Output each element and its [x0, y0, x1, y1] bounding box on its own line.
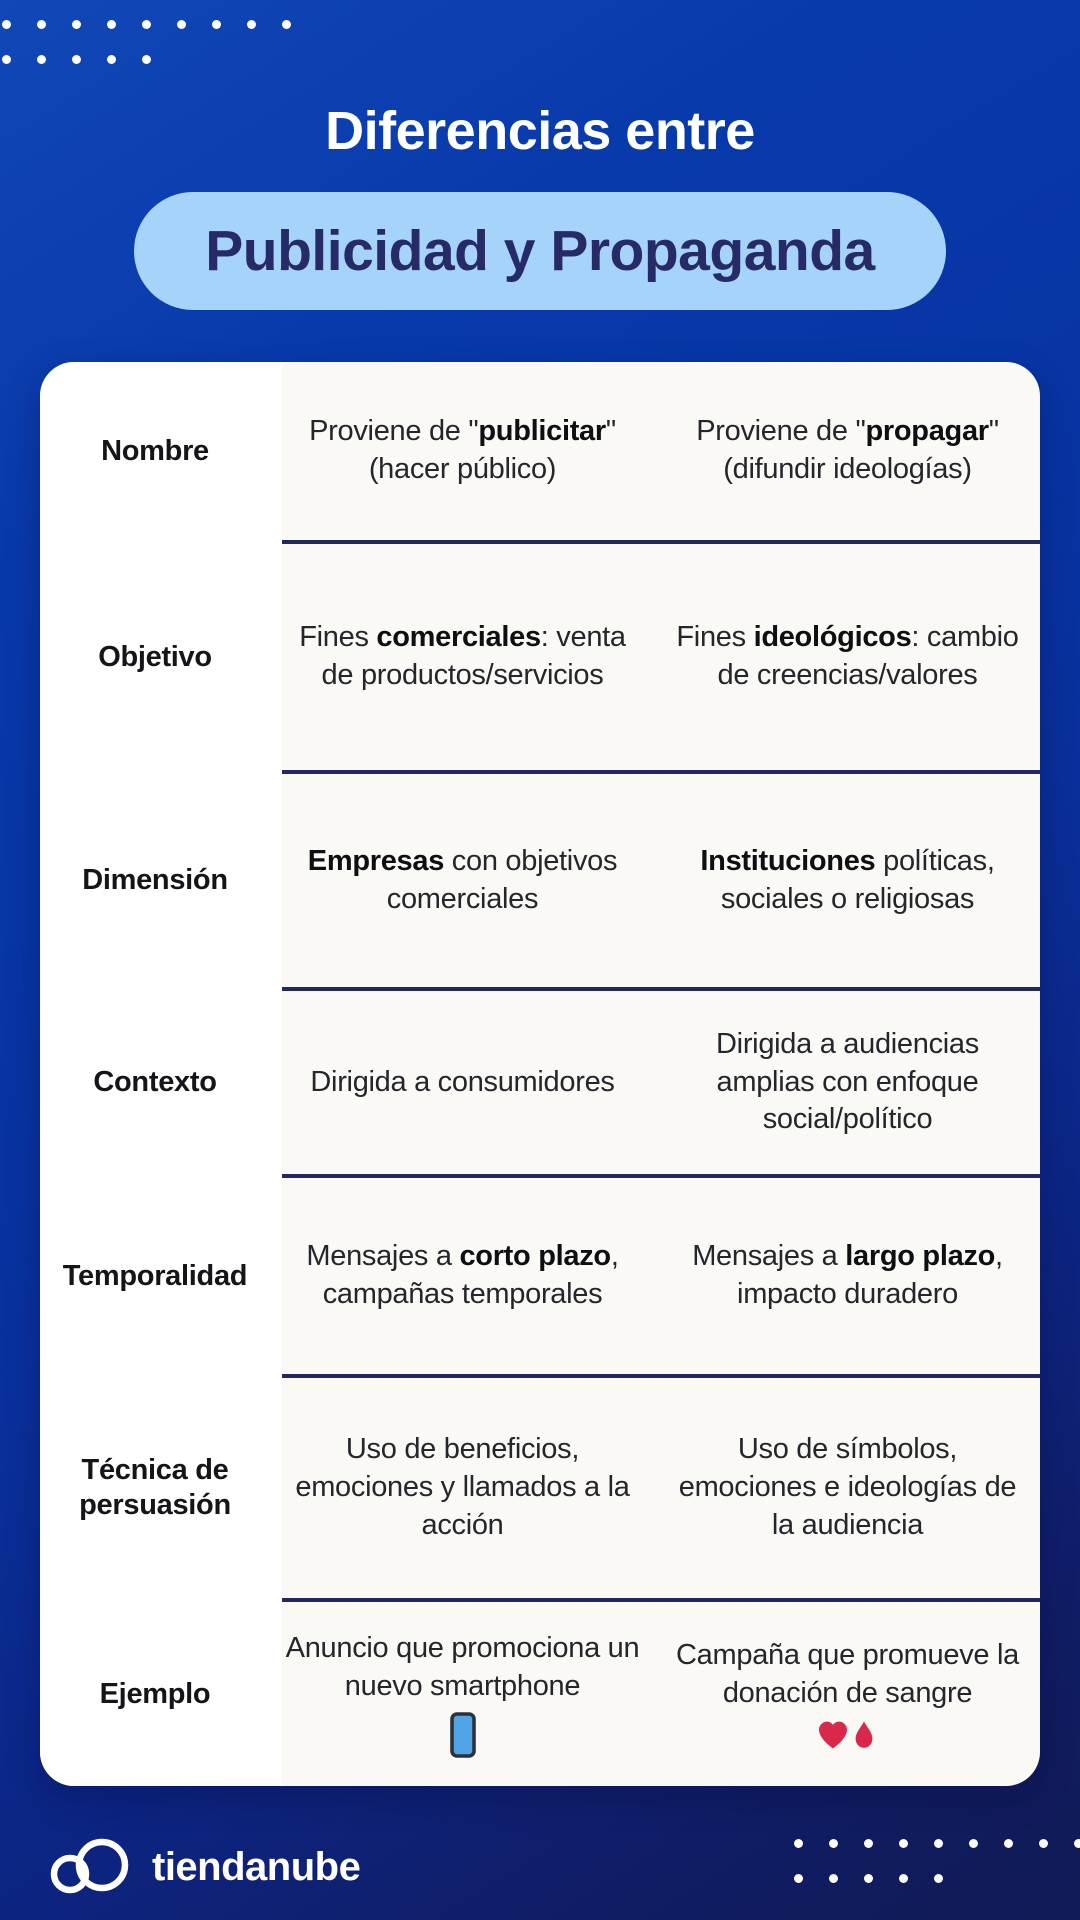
- dot: [934, 1839, 943, 1848]
- table-row: [40, 362, 1040, 540]
- dot: [899, 1839, 908, 1848]
- publicidad-cell: [270, 1064, 655, 1102]
- header: [0, 0, 1080, 310]
- publicidad-cell-text: Empresas con objetivos comerciales: [307, 844, 618, 915]
- propaganda-cell: [655, 1431, 1040, 1544]
- publicidad-cell-text: Mensajes a corto plazo, campañas temporales: [306, 1240, 619, 1310]
- propaganda-cell: [655, 1238, 1040, 1313]
- dot-row: [794, 1874, 1080, 1883]
- table-row: [40, 774, 1040, 987]
- propaganda-cell: [655, 1026, 1040, 1139]
- dot: [864, 1874, 873, 1883]
- publicidad-cell: [270, 1238, 655, 1313]
- brand-name: tiendanube: [152, 1844, 361, 1889]
- publicidad-cell-text: Proviene de "publicitar" (hacer público): [309, 415, 616, 485]
- publicidad-cell-text: Dirigida a consumidores: [310, 1065, 615, 1098]
- row-label: Contexto: [93, 1066, 217, 1099]
- dot: [969, 1839, 978, 1848]
- heart-blood-icon: [669, 1719, 1026, 1751]
- comparison-table-card: [40, 362, 1040, 1786]
- publicidad-cell: [270, 413, 655, 488]
- table-row: [40, 1602, 1040, 1786]
- dot: [864, 1839, 873, 1848]
- propaganda-cell: [655, 843, 1040, 918]
- dot: [934, 1874, 943, 1883]
- row-label: Dimensión: [82, 864, 228, 897]
- propaganda-cell: [655, 619, 1040, 694]
- title-pill: [134, 192, 946, 310]
- table-row: [40, 544, 1040, 770]
- propaganda-cell-text: Instituciones políticas, sociales o religiosas: [700, 844, 995, 915]
- title-pill-label: Publicidad y Propaganda: [205, 219, 875, 284]
- publicidad-cell: [270, 843, 655, 918]
- dot-pattern-bottom-right: [794, 1839, 1080, 1909]
- propaganda-cell-text: Uso de símbolos, emociones e ideologías de la audiencia: [678, 1433, 1017, 1541]
- dot: [1039, 1839, 1048, 1848]
- dot: [829, 1839, 838, 1848]
- dot: [829, 1874, 838, 1883]
- dot: [1004, 1839, 1013, 1848]
- publicidad-cell: [270, 1630, 655, 1757]
- footer: [48, 1836, 360, 1898]
- smartphone-icon: [284, 1712, 641, 1758]
- tiendanube-logo-icon: [48, 1836, 140, 1898]
- propaganda-cell: [655, 413, 1040, 488]
- publicidad-cell-text: Anuncio que promociona un nuevo smartphone: [285, 1632, 640, 1702]
- row-label: Ejemplo: [99, 1677, 211, 1710]
- propaganda-cell: [655, 1637, 1040, 1750]
- propaganda-cell-text: Proviene de "propagar" (difundir ideologías): [696, 415, 999, 485]
- row-label: Técnica de persuasión: [79, 1454, 231, 1521]
- dot: [1074, 1839, 1080, 1848]
- table-row: [40, 991, 1040, 1174]
- row-label: Temporalidad: [62, 1259, 248, 1292]
- dot: [899, 1874, 908, 1883]
- row-label: Nombre: [101, 434, 209, 467]
- page-title: Diferencias entre: [325, 101, 755, 161]
- publicidad-cell-text: Fines comerciales: venta de productos/servicios: [299, 621, 626, 691]
- table-row: [40, 1178, 1040, 1374]
- dot-row: [794, 1839, 1080, 1848]
- propaganda-cell-text: Dirigida a audiencias amplias con enfoque social/político: [716, 1027, 979, 1136]
- publicidad-cell: [270, 1431, 655, 1544]
- row-label: Objetivo: [98, 640, 212, 673]
- propaganda-cell-text: Campaña que promueve la donación de sangre: [676, 1639, 1019, 1709]
- propaganda-cell-text: Mensajes a largo plazo, impacto duradero: [692, 1240, 1003, 1310]
- dot: [794, 1874, 803, 1883]
- publicidad-cell-text: Uso de beneficios, emociones y llamados a la acción: [295, 1433, 630, 1541]
- publicidad-cell: [270, 619, 655, 694]
- table-row: [40, 1378, 1040, 1598]
- propaganda-cell-text: Fines ideológicos: cambio de creencias/valores: [676, 621, 1019, 691]
- dot: [794, 1839, 803, 1848]
